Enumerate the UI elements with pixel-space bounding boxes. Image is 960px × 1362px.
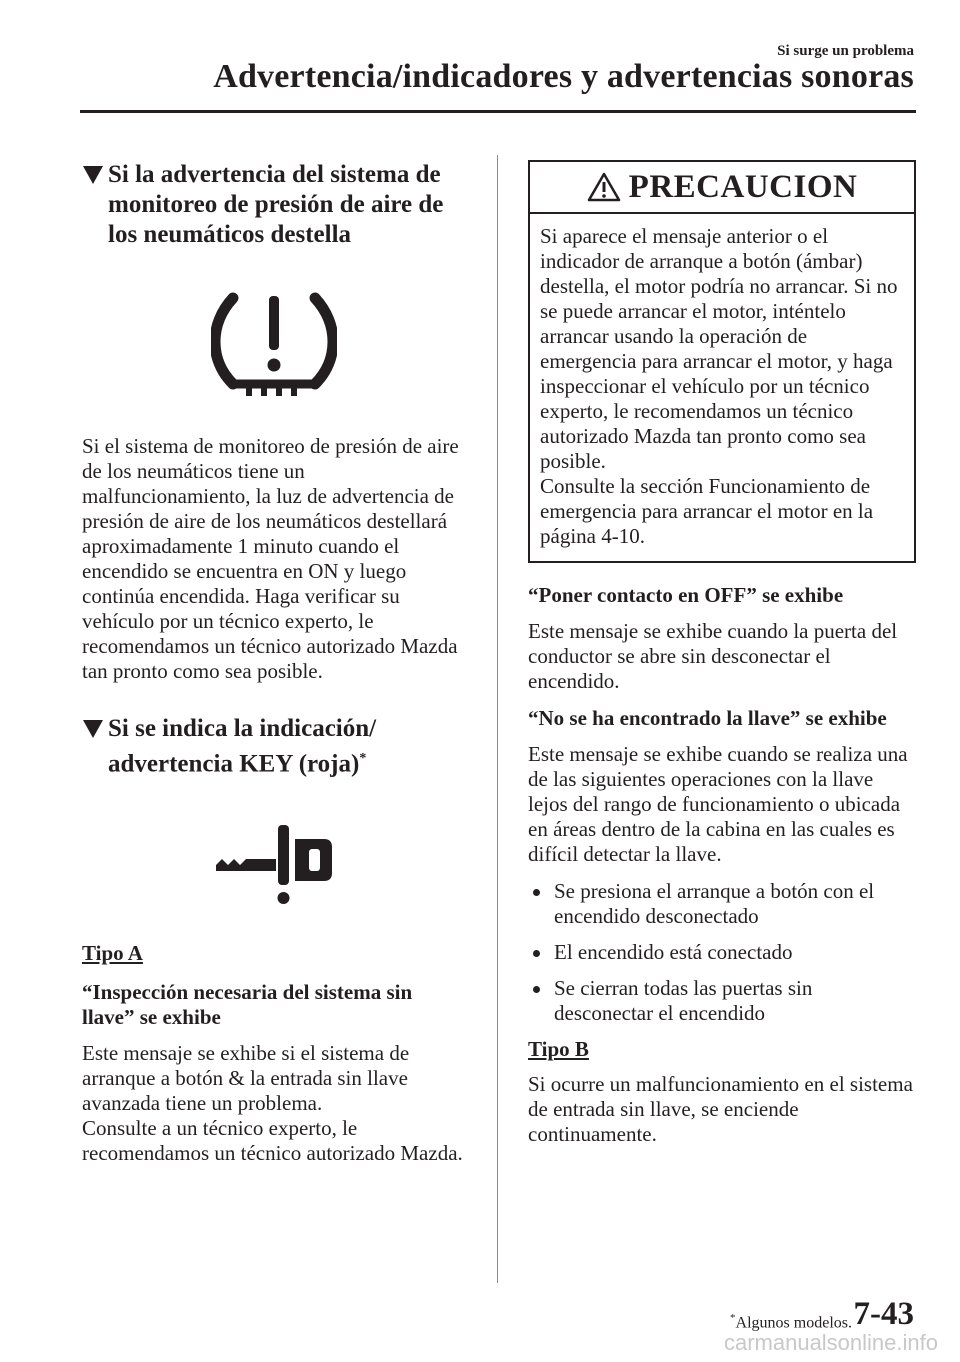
list-item — [528, 940, 916, 965]
caution-body-2: Consulte la sección Funcionamiento de emergencia para arrancar el motor en la página 4-10. — [540, 474, 874, 548]
caution-body — [530, 214, 914, 561]
key-icon-wrap — [82, 823, 466, 907]
list-item-text: Se presiona el arranque a botón con el encendido desconectado — [554, 879, 875, 928]
msg1-title: “Inspección necesaria del sistema sin llave” se exhibe — [82, 980, 413, 1030]
bullet-dot-icon — [533, 889, 540, 896]
bullet-dot-icon — [533, 950, 540, 957]
heading-tpms-line-3: los neumáticos destella — [108, 221, 352, 248]
footer-note-text: Algunos modelos. — [735, 1314, 852, 1332]
heading-key-line-2: advertencia KEY (roja) — [108, 750, 360, 778]
heading-key — [82, 714, 466, 779]
msg1-body-2: Consulte a un técnico experto, le recomendamos un técnico autorizado Mazda. — [82, 1116, 463, 1166]
triangle-marker-icon — [82, 718, 104, 740]
caution-body-1: Si aparece el mensaje anterior o el indicador de arranque a botón (ámbar) destella, el motor podría no arrancar. Si no se puede arrancar el motor, inténtelo arrancar usando la operación de emergencia para arrancar el motor, y haga inspeccionar el vehículo por un técnico experto, le recomendamos un técnico autorizado Mazda tan pronto como sea posible. — [540, 224, 898, 473]
caution-triangle-icon — [587, 172, 621, 202]
watermark: carmanualsonline.info — [723, 1330, 938, 1355]
bullet-dot-icon — [533, 986, 540, 993]
header-section: Si surge un problema — [777, 43, 914, 59]
column-divider — [497, 155, 498, 1283]
heading-tpms-line-1: Si la advertencia del sistema de — [108, 161, 441, 188]
triangle-marker-icon — [82, 164, 104, 186]
tire-pressure-warning-icon — [211, 290, 337, 398]
tipo-b-body: Si ocurre un malfuncionamiento en el sistema de entrada sin llave, se enciende continuamente. — [528, 1072, 913, 1146]
conditions-list — [528, 879, 916, 1026]
msg1-body-1: Este mensaje se exhibe si el sistema de arranque a botón & la entrada sin llave avanzada tiene un problema. — [82, 1041, 410, 1116]
left-column — [82, 160, 466, 1166]
list-item — [528, 879, 916, 929]
list-item — [528, 976, 916, 1026]
key-warning-icon — [214, 823, 334, 907]
msg3-title: “No se ha encontrado la llave” se exhibe — [528, 706, 887, 730]
msg2-title: “Poner contacto en OFF” se exhibe — [528, 583, 844, 607]
tipo-a-label: Tipo A — [82, 941, 143, 966]
caution-title: PRECAUCION — [628, 168, 858, 205]
list-item-text: El encendido está conectado — [554, 940, 793, 964]
caution-box — [528, 160, 916, 563]
page-number: 7-43 — [853, 1296, 914, 1332]
heading-tpms — [82, 160, 466, 250]
caution-header — [530, 162, 914, 214]
msg2-body: Este mensaje se exhibe cuando la puerta del conductor se abre sin desconectar el encendido. — [528, 619, 898, 693]
page-title: Advertencia/indicadores y advertencias sonoras — [213, 58, 914, 95]
heading-key-line-1: Si se indica la indicación/ — [108, 715, 377, 742]
footer-star: * — [730, 1312, 736, 1324]
some-models-star: * — [359, 751, 367, 766]
tpms-icon-wrap — [82, 290, 466, 398]
msg3-body: Este mensaje se exhibe cuando se realiza una de las siguientes operaciones con la llave lejos del rango de funcionamiento o ubicada en áreas dentro de la cabina en las cuales es difícil detectar la llave. — [528, 742, 908, 866]
tipo-b-label: Tipo B — [528, 1037, 589, 1061]
right-column — [528, 160, 916, 1147]
heading-tpms-line-2: monitoreo de presión de aire de — [108, 191, 444, 218]
header-rule — [80, 110, 916, 113]
list-item-text: Se cierran todas las puertas sin desconectar el encendido — [554, 976, 813, 1025]
tpms-paragraph: Si el sistema de monitoreo de presión de aire de los neumáticos tiene un malfuncionamiento, la luz de advertencia de presión de aire de los neumáticos destellará aproximadamente 1 minuto cuando el encendido se encuentra en ON y luego continúa encendida. Haga verificar su vehículo por un técnico experto, le recomendamos un técnico autorizado Mazda tan pronto como sea posible. — [82, 434, 459, 683]
